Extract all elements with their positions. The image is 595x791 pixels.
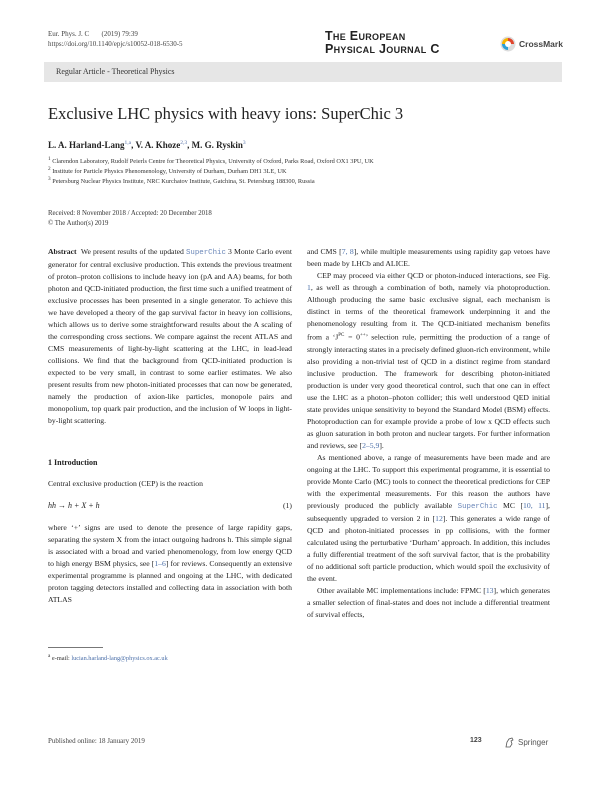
citation-link[interactable]: 7, 8: [341, 247, 354, 256]
citation-link[interactable]: 13: [485, 585, 494, 595]
affiliation-2: $^2$ Institute for Particle Physics Phenomenology, University of Durham, Durham DH1 3LE, UK: [48, 166, 287, 176]
footnote-rule: [48, 647, 103, 648]
right-paragraph-2: CEP may proceed via either QCD or photon-induced interactions, see Fig. 1, as well as through a combination of both, namely via photoproduction. Although producing the same basic exclusive signal, each mechanism is distinct in terms of the theoretical framework underpinning it and the phenomenology resulting from it. The QCD-initiated mechanism benefits from a ‘$J^{PC} = 0^{++}$’ selection rule, permitting the production of a range of strongly interacting states in a precisely defined gluon-rich environment, while also providing a non-trivial test of QCD in a distinct regime from standard inclusive production. The framework for describing photon-initiated production is under very good theoretical control, such that one can in effect use the LHC as a photon–photon collider; this well understood QED initial state provides unique sensitivity to beyond the Standard Model (BSM) effects. Photoproduction can for example provide a probe of low x QCD effects such as gluon saturation in both proton and nuclear targets. For further information and reviews, see [2–5,9].: [307, 271, 550, 450]
right-paragraph-3: As mentioned above, a range of measurements have been made and are ongoing at the LHC. To support this experimental programme, it is essential to provide Monte Carlo (MC) tools to connect the theoretical predictions for CEP with the experimental measurements. For this reason the authors have previously produced the publicly available SuperChic MC [10, 11], subsequently upgraded to version 2 in [12]. This generates a wide range of QCD and photon-initiated processes in pp collisions, with the former calculated using the perturbative ‘Durham’ approach. In addition, this includes a fully differential treatment of the soft survival factor, that is the probability of no additional soft particle production, which would spoil the exclusivity of the event.: [307, 452, 550, 583]
intro-paragraph-1: where ‘+’ signs are used to denote the presence of large rapidity gaps, separating the system X from the intact outgoing hadrons h. This simple signal is associated with a broad and varied phenomenology, from low energy QCD to high energy BSM physics, see [1–6] for reviews. Consequently an extensive experimental programme is planned and ongoing at the LHC, with dedicated proton tagging detectors installed and collecting data in association with both ATLAS: [48, 523, 292, 604]
citation-link[interactable]: 10, 11: [523, 500, 546, 510]
paper-title: Exclusive LHC physics with heavy ions: SuperChic 3: [48, 104, 404, 123]
crossmark-icon: [500, 36, 516, 52]
doi-link[interactable]: https://doi.org/10.1140/epjc/s10052-018-6530-5: [48, 40, 183, 48]
published-date: Published online: 18 January 2019: [48, 737, 145, 745]
journal-name: The European Physical Journal C: [325, 29, 440, 56]
springer-logo: Springer: [504, 737, 548, 748]
right-paragraph-4: Other available MC implementations include: FPMC [13], which generates a smaller selection of final-states and does not include a differential treatment of survival effects,: [307, 585, 550, 619]
journal-abbrev: Eur. Phys. J. C (2019) 79:39: [48, 30, 138, 38]
intro-lead: Central exclusive production (CEP) is the reaction: [48, 479, 203, 488]
crossmark-badge[interactable]: CrossMark: [500, 36, 563, 52]
springer-horse-icon: [504, 737, 515, 748]
article-type-banner: Regular Article - Theoretical Physics: [44, 62, 562, 82]
left-column: [48, 246, 292, 606]
citation-link[interactable]: 12: [435, 513, 443, 523]
footnote: $^a$ e-mail: lucian.harland-lang@physics.ox.ac.uk: [48, 653, 168, 663]
copyright: © The Author(s) 2019: [48, 220, 109, 227]
section-heading-introduction: 1 Introduction: [48, 458, 98, 467]
affiliation-1: $^1$ Clarendon Laboratory, Rudolf Peierls Centre for Theoretical Physics, University of Oxford, Parks Road, Oxford OX1 3PU, UK: [48, 156, 374, 166]
email-link[interactable]: lucian.harland-lang@physics.ox.ac.uk: [71, 655, 168, 663]
page-number: 123: [470, 737, 482, 744]
citation-link[interactable]: 1–6: [154, 559, 166, 568]
figure-link[interactable]: 1: [307, 283, 311, 292]
citation-link[interactable]: 2–5,9: [362, 440, 380, 450]
right-column: [307, 246, 550, 621]
right-paragraph-1: and CMS [7, 8], while multiple measurements using rapidity gap vetoes have been made by LHCb and ALICE.: [307, 247, 551, 268]
author-list: L. A. Harland-Lang$^{1,a}$, V. A. Khoze$^{2,3}$, M. G. Ryskin$^3$: [48, 140, 246, 150]
affiliation-3: $^3$ Petersburg Nuclear Physics Institute, NRC Kurchatov Institute, Gatchina, St. Petersburg 188300, Russia: [48, 176, 315, 186]
abstract: Abstract We present results of the updated SuperChic 3 Monte Carlo event generator for central exclusive production. This extends the previous treatment of proton–proton collisions to include heavy ion (pA and AA) beams, for both photon and QCD-initiated production, the first time such a unified treatment of exclusive processes has been presented in a single generator. To achieve this we have developed a theory of the gap survival factor in heavy ion collisions, which allows us to derive some straightforward results about the A scaling of the corresponding cross sections. We compare against the recent ATLAS and CMS measurements of light-by-light scattering at the LHC, in lead-lead collisions. We find that the background from QCD-initiated production is expected to be very small, in contrast to some earlier estimates. We also present results from new photon-initiated processes that can now be generated, namely the production of axion-like particles, monopole pairs and monopolium, top quark pair production, and the inclusion of W loops in light-by-light scattering.: [48, 247, 293, 425]
received-accepted-dates: Received: 8 November 2018 / Accepted: 20 December 2018: [48, 210, 212, 217]
equation-1: hh → h + X + h (1): [48, 501, 292, 510]
